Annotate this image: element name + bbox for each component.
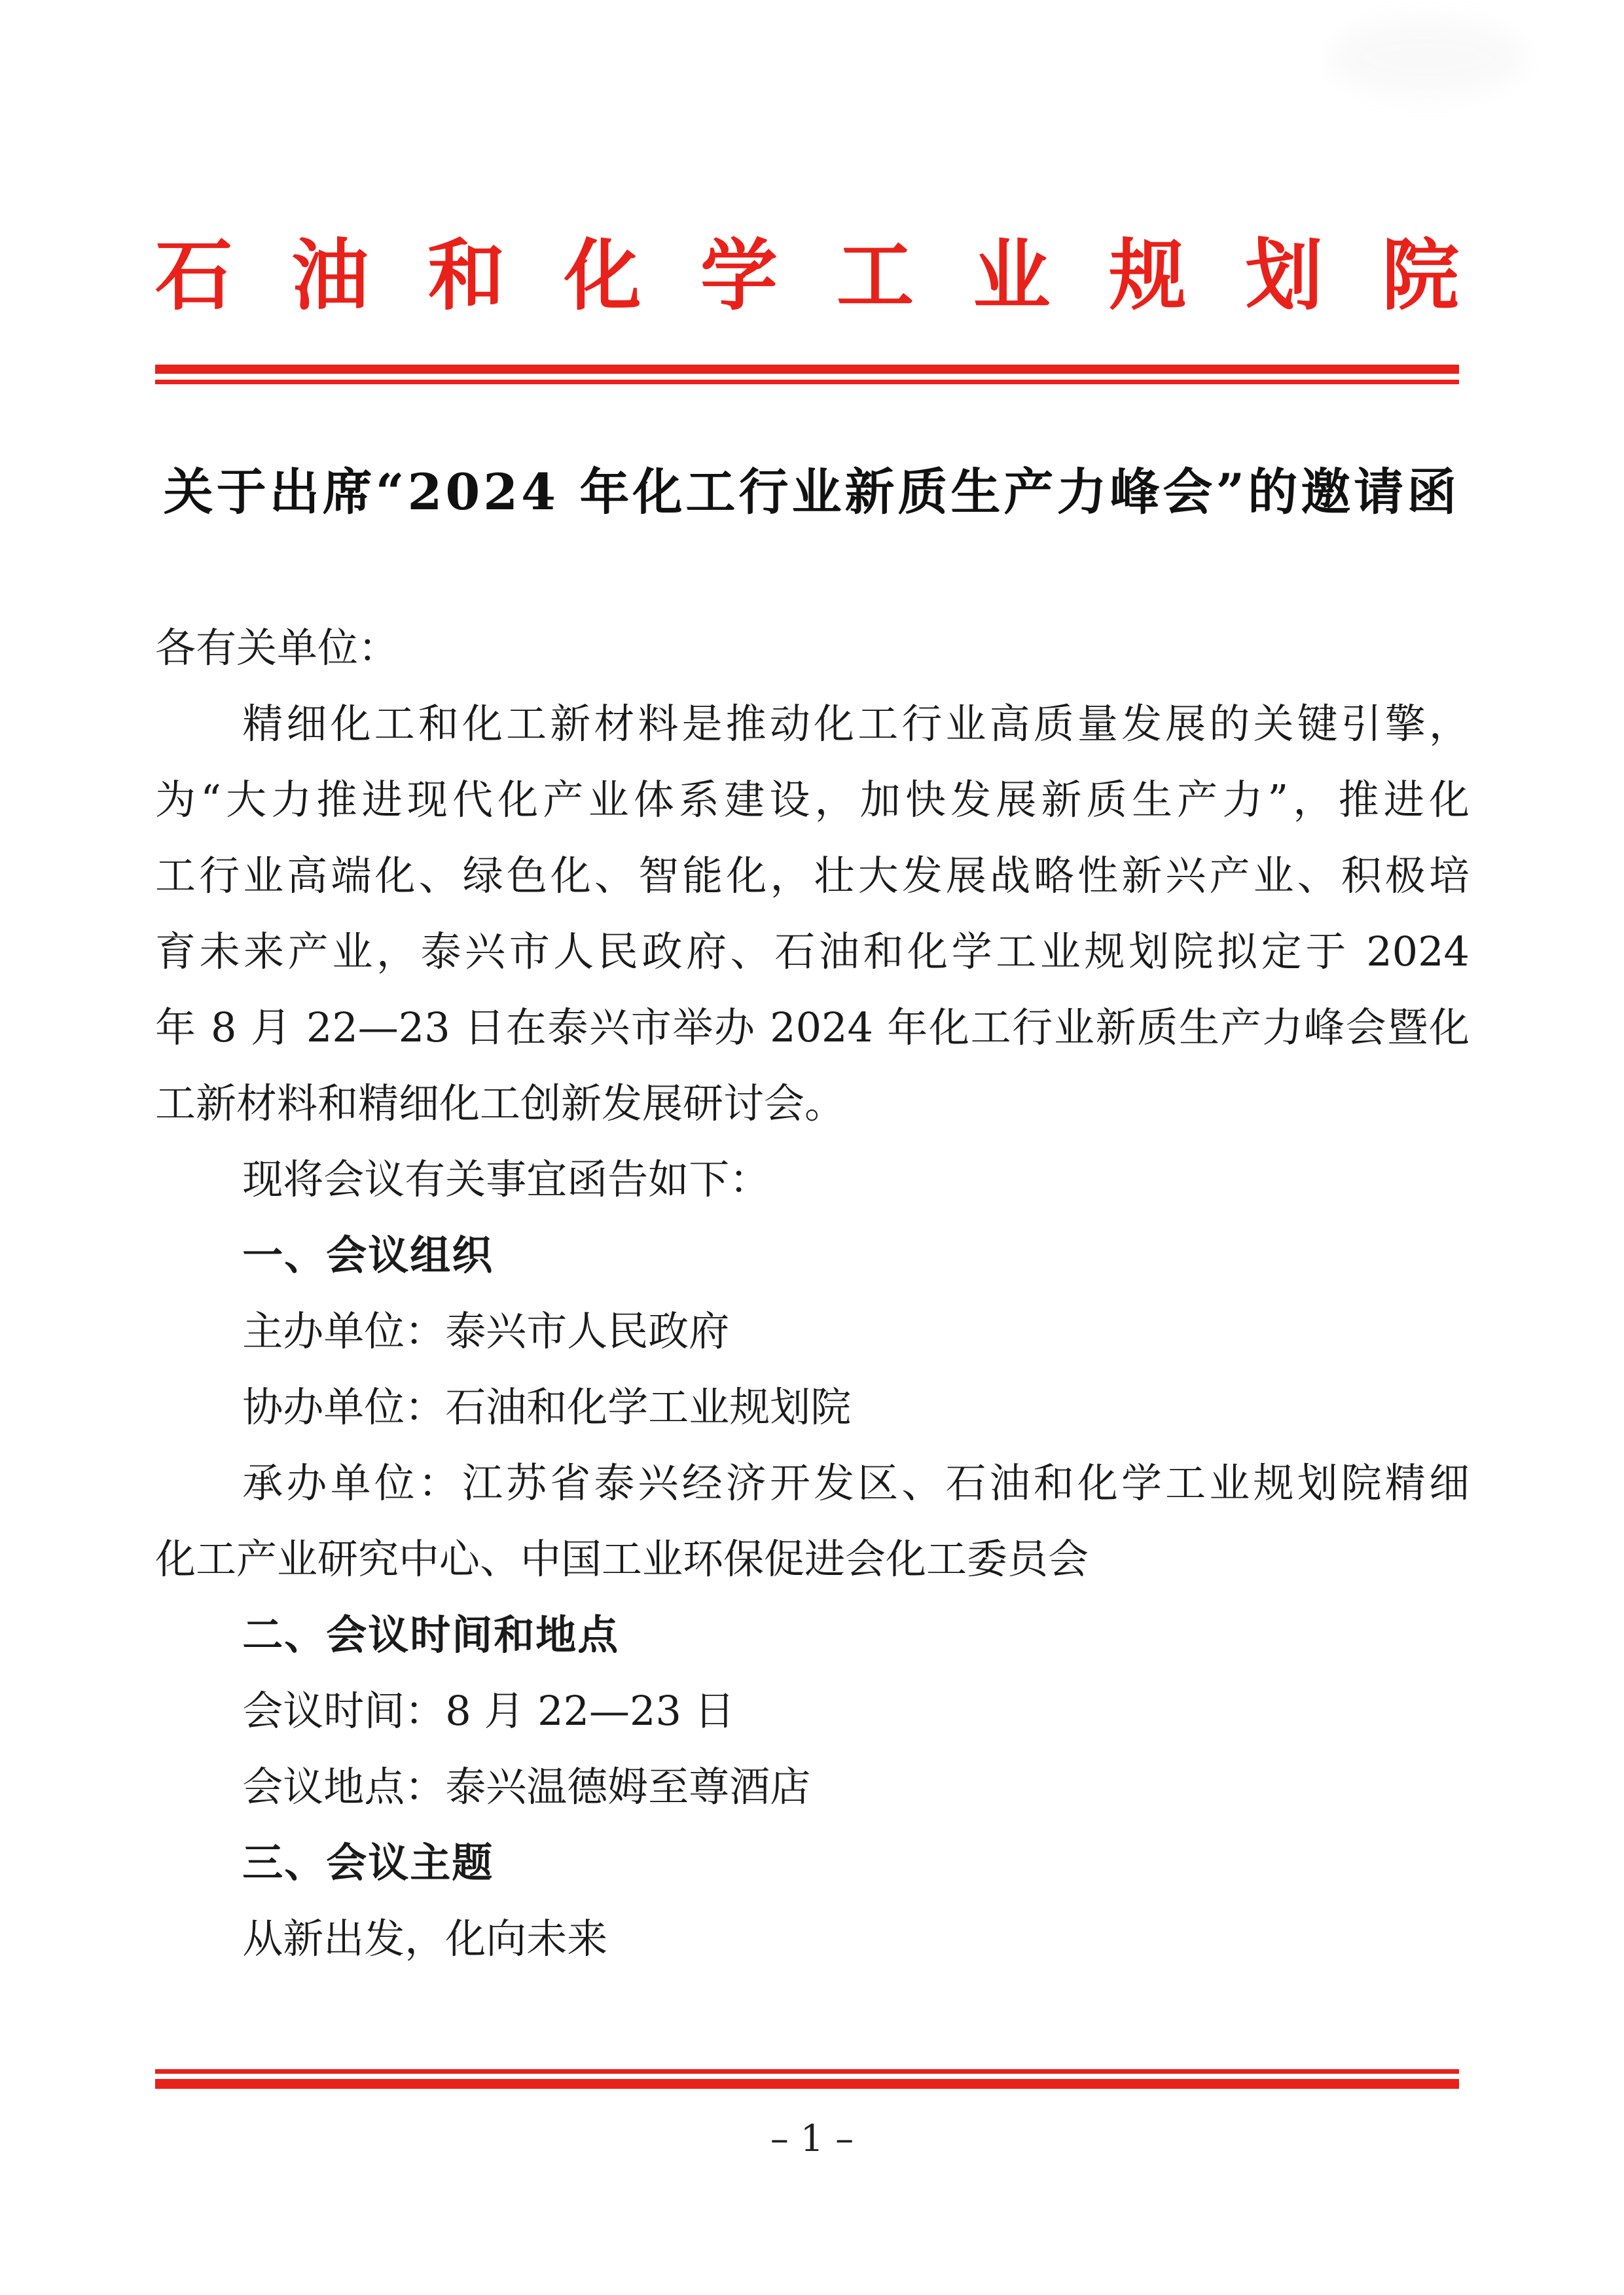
section-heading-time-location: 二、会议时间和地点 — [242, 1611, 620, 1659]
body-line: 年 8 月 22—23 日在泰兴市举办 2024 年化工行业新质生产力峰会暨化 — [155, 1003, 1470, 1051]
document-title: 关于出席“2024 年化工行业新质生产力峰会”的邀请函 — [163, 463, 1460, 521]
body-line: 精细化工和化工新材料是推动化工行业高质量发展的关键引擎， — [242, 700, 1470, 748]
body-line: 育未来产业，泰兴市人民政府、石油和化学工业规划院拟定于 2024 — [155, 928, 1470, 975]
meeting-location-line: 会议地点：泰兴温德姆至尊酒店 — [242, 1763, 811, 1811]
undertaker-line-continued: 化工产业研究中心、中国工业环保促进会化工委员会 — [155, 1535, 1089, 1583]
section-heading-theme: 三、会议主题 — [242, 1839, 494, 1887]
body-line: 工行业高端化、绿色化、智能化，壮大发展战略性新兴产业、积极培 — [155, 852, 1470, 899]
salutation-line: 各有关单位： — [155, 624, 399, 672]
host-organizer-line: 主办单位：泰兴市人民政府 — [242, 1307, 730, 1355]
body-line: 为“大力推进现代化产业体系建设，加快发展新质生产力”，推进化 — [155, 776, 1470, 823]
scan-artifact — [1329, 18, 1525, 97]
meeting-time-line: 会议时间：8 月 22—23 日 — [242, 1687, 735, 1735]
masthead-title: 石 油 和 化 学 工 业 规 划 院 — [155, 230, 1459, 321]
body-line: 现将会议有关事宜函告如下： — [242, 1155, 770, 1203]
letter-body — [155, 610, 1470, 1977]
page-number: – 1 – — [770, 2118, 854, 2160]
section-heading-organization: 一、会议组织 — [242, 1231, 494, 1279]
footer-rule-thick — [155, 2079, 1459, 2089]
header-rule-thin — [155, 380, 1459, 384]
header-divider — [155, 365, 1459, 384]
undertaker-line: 承办单位：江苏省泰兴经济开发区、石油和化学工业规划院精细 — [242, 1459, 1470, 1507]
footer-rule-thin — [155, 2069, 1459, 2074]
header-rule-thick — [155, 365, 1459, 374]
body-line: 工新材料和精细化工创新发展研讨会。 — [155, 1079, 846, 1127]
co-organizer-line: 协办单位：石油和化学工业规划院 — [242, 1383, 852, 1431]
meeting-theme-line: 从新出发，化向未来 — [242, 1915, 608, 1962]
footer-divider — [155, 2069, 1459, 2089]
